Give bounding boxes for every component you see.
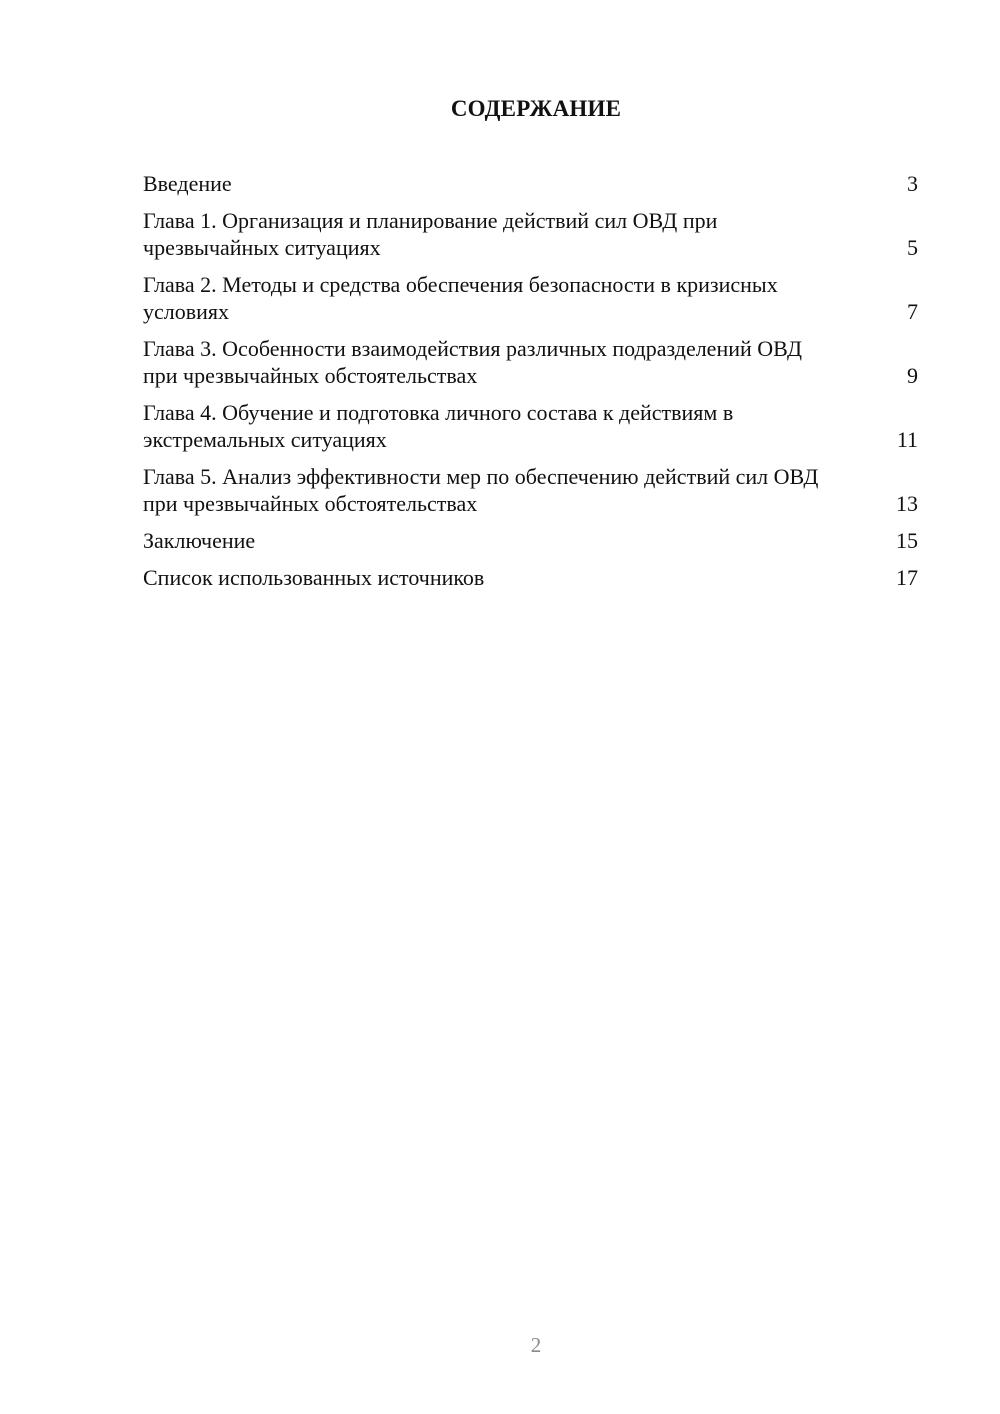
toc-entry-page: 11: [896, 427, 918, 452]
page-title: СОДЕРЖАНИЕ: [450, 96, 622, 121]
toc-entry-chapter-1: [143, 207, 918, 261]
toc-entry-chapter-2: [143, 271, 918, 325]
toc-entry-page: 5: [907, 235, 918, 260]
toc-entry-conclusion: [143, 527, 918, 554]
toc-entry-title: Глава 1. Организация и планирование действий сил ОВД при чрезвычайных ситуациях: [143, 208, 718, 260]
toc-entry-chapter-4: [143, 399, 918, 453]
toc-entry-title: Глава 2. Методы и средства обеспечения безопасности в кризисных условиях: [143, 272, 778, 324]
toc-entry-page: 17: [896, 565, 918, 590]
page-number: 2: [530, 1333, 542, 1357]
toc-entry-chapter-3: [143, 335, 918, 389]
toc-entry-title: Глава 3. Особенности взаимодействия различных подразделений ОВД при чрезвычайных обстоятельствах: [143, 336, 803, 388]
toc-entry-references: [143, 564, 918, 591]
toc-entry-title: Введение: [143, 171, 232, 196]
toc-entry-page: 13: [896, 491, 918, 516]
toc-entry-title: Список использованных источников: [143, 565, 485, 590]
table-of-contents: [143, 170, 918, 601]
toc-entry-title: Глава 4. Обучение и подготовка личного состава к действиям в экстремальных ситуациях: [143, 400, 734, 452]
toc-entry-introduction: [143, 170, 918, 197]
toc-entry-title: Глава 5. Анализ эффективности мер по обеспечению действий сил ОВД при чрезвычайных обстоятельствах: [143, 464, 819, 516]
toc-entry-page: 7: [907, 299, 918, 324]
toc-entry-page: 9: [907, 363, 918, 388]
toc-entry-page: 15: [896, 528, 918, 553]
toc-entry-title: Заключение: [143, 528, 256, 553]
toc-entry-chapter-5: [143, 463, 918, 517]
toc-entry-page: 3: [907, 171, 918, 196]
